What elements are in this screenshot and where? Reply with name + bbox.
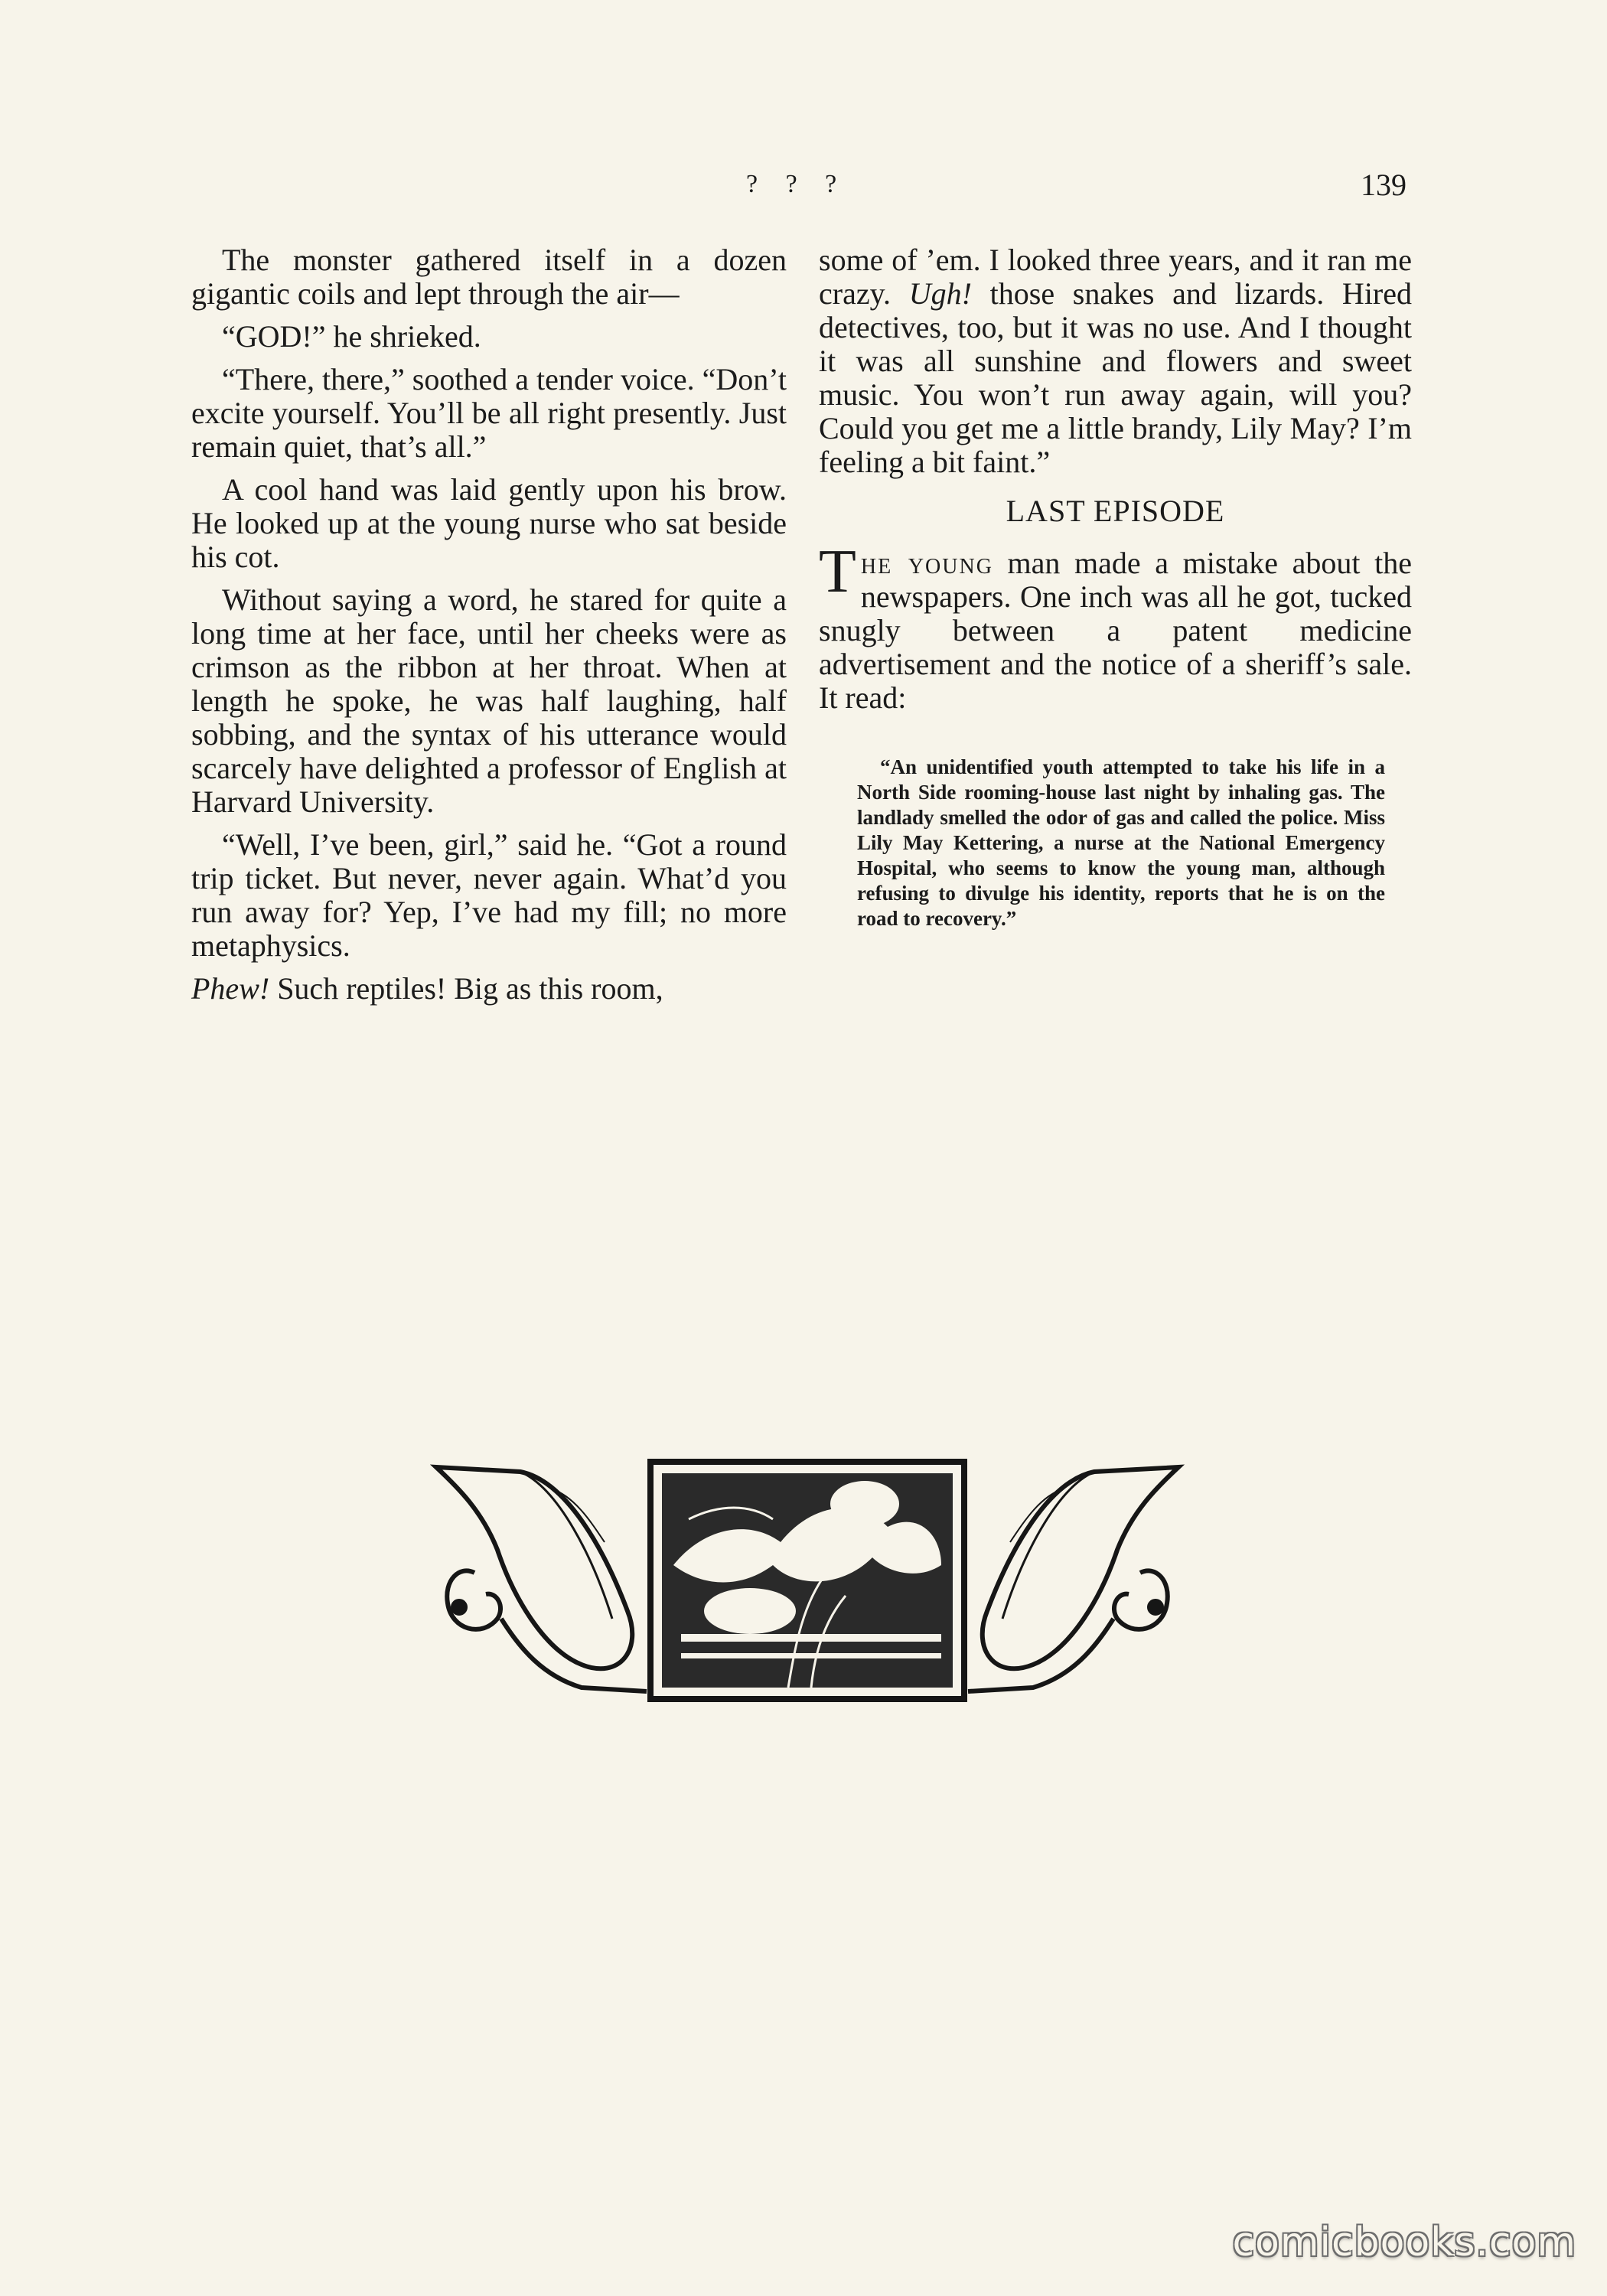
paragraph-text: man made a mistake about the newspapers. One inch was all he got, tucked snugly between a patent medicine advertisement and the notice of a sheriff’s sale. It read: [819,546,1412,715]
paragraph: Without saying a word, he stared for quite a long time at her face, until her cheeks were as crimson as the ribbon at her throat. When at length he spoke, he was half laughing, half sobbing, and the syntax of his utterance would scarcely have delighted a professor of English at Harvard University. [191,582,787,819]
italic-exclamation: Phew! [191,971,270,1006]
paragraph: “Well, I’ve been, girl,” said he. “Got a round trip ticket. But never, never again. What’d you run away for? Yep, I’ve had my fill; no more metaphysics. [191,827,787,963]
newspaper-clipping: “An unidentified youth attempted to take his life in a North Side rooming-house last night by inhaling gas. The landlady smelled the odor of gas and called the police. Miss Lily May Kettering, a nurse at the National Emergency Hospital, who seems to know the young man, although refusing to divulge his identity, reports that he is on the road to recovery.” [857,755,1385,930]
running-title: ? ? ? [746,170,848,198]
paragraph [191,972,787,1006]
section-heading: LAST EPISODE [1006,494,1225,528]
right-column [819,243,1412,931]
running-head [0,170,1607,208]
ribbon-scroll-vignette-icon [429,1458,1186,1711]
drop-cap: T [819,538,856,605]
paragraph-text: some of ’em. I looked three years, and it ran me crazy. [819,243,1412,311]
paragraph-text: Such reptiles! Big as this room, [269,971,663,1006]
watermark: comicbooks.com [1232,2219,1576,2265]
paragraph: The monster gathered itself in a dozen gigantic coils and lept through the air— [191,243,787,311]
paragraph: “There, there,” soothed a tender voice. “Don’t excite yourself. You’ll be all right presently. Just remain quiet, that’s all.” [191,362,787,464]
lead-smallcaps: he young [860,546,993,580]
paragraph: A cool hand was laid gently upon his brow. He looked up at the young nurse who sat beside his cot. [191,472,787,574]
paragraph: “GOD!” he shrieked. [222,319,481,354]
paragraph-text: those snakes and lizards. Hired detectives, too, but it was no use. And I thought it was all sunshine and flowers and sweet music. You won’t run away again, will you? Could you get me a little brandy, Lily May? I’m feeling a bit faint.” [819,276,1412,479]
lead-paragraph [819,538,1412,715]
left-column [191,243,787,1015]
page-number: 139 [1361,168,1407,202]
italic-exclamation: Ugh! [908,276,972,311]
paragraph [819,243,1412,479]
